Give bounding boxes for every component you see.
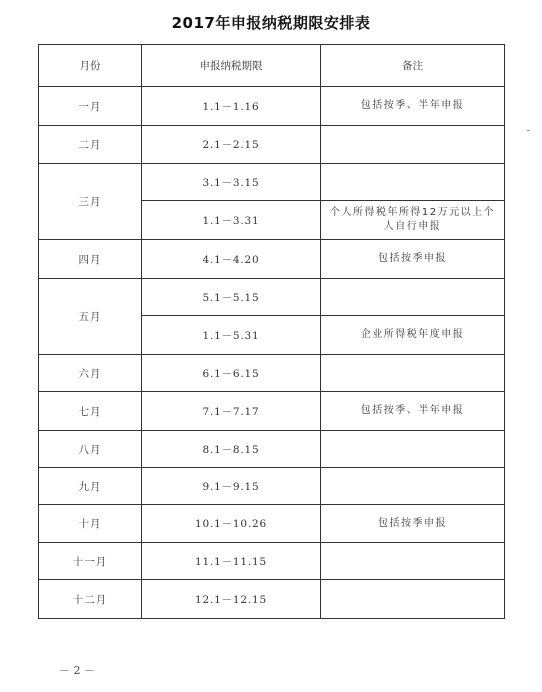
month-cell: 六月 (39, 355, 142, 392)
tax-schedule-table (38, 44, 505, 619)
period-cell: 1.1－3.31 (142, 201, 321, 240)
period-cell: 1.1－5.31 (142, 316, 321, 355)
period-cell: 4.1－4.20 (142, 240, 321, 279)
month-cell: 八月 (39, 431, 142, 468)
table-row (39, 505, 505, 543)
table-row (39, 279, 505, 316)
table-row (39, 580, 505, 619)
note-cell: 企业所得税年度申报 (321, 316, 505, 355)
month-cell: 五月 (39, 279, 142, 355)
period-cell: 11.1－11.15 (142, 543, 321, 580)
period-cell: 3.1－3.15 (142, 164, 321, 201)
table-row (39, 126, 505, 164)
period-cell: 10.1－10.26 (142, 505, 321, 543)
table-row (39, 355, 505, 392)
note-cell (321, 468, 505, 505)
period-cell: 5.1－5.15 (142, 279, 321, 316)
period-cell: 12.1－12.15 (142, 580, 321, 619)
period-cell: 9.1－9.15 (142, 468, 321, 505)
period-cell: 8.1－8.15 (142, 431, 321, 468)
note-cell (321, 431, 505, 468)
header-period: 申报纳税期限 (142, 45, 321, 87)
month-cell: 十二月 (39, 580, 142, 619)
note-cell (321, 164, 505, 201)
month-cell: 七月 (39, 392, 142, 431)
month-cell: 三月 (39, 164, 142, 240)
period-cell: 6.1－6.15 (142, 355, 321, 392)
table-header-row (39, 45, 505, 87)
month-cell: 一月 (39, 87, 142, 126)
note-cell (321, 355, 505, 392)
page-number: － 2 － (59, 664, 95, 677)
note-cell (321, 279, 505, 316)
note-cell (321, 126, 505, 164)
table-row (39, 468, 505, 505)
month-cell: 四月 (39, 240, 142, 279)
note-cell (321, 580, 505, 619)
period-cell: 1.1－1.16 (142, 87, 321, 126)
scan-speck (527, 130, 530, 131)
table-row (39, 431, 505, 468)
document-title: 2017年申报纳税期限安排表 (171, 14, 371, 32)
table-row (39, 164, 505, 201)
month-cell: 十一月 (39, 543, 142, 580)
table-row (39, 87, 505, 126)
table-row (39, 240, 505, 279)
note-cell: 包括按季、半年申报 (321, 87, 505, 126)
month-cell: 九月 (39, 468, 142, 505)
header-month: 月份 (39, 45, 142, 87)
period-cell: 7.1－7.17 (142, 392, 321, 431)
table-row (39, 543, 505, 580)
note-cell: 个人所得税年所得12万元以上个人自行申报 (321, 201, 505, 240)
header-note: 备注 (321, 45, 505, 87)
note-cell: 包括按季、半年申报 (321, 392, 505, 431)
month-cell: 二月 (39, 126, 142, 164)
note-cell (321, 543, 505, 580)
table-row (39, 392, 505, 431)
note-cell: 包括按季申报 (321, 505, 505, 543)
month-cell: 十月 (39, 505, 142, 543)
period-cell: 2.1－2.15 (142, 126, 321, 164)
note-cell: 包括按季申报 (321, 240, 505, 279)
